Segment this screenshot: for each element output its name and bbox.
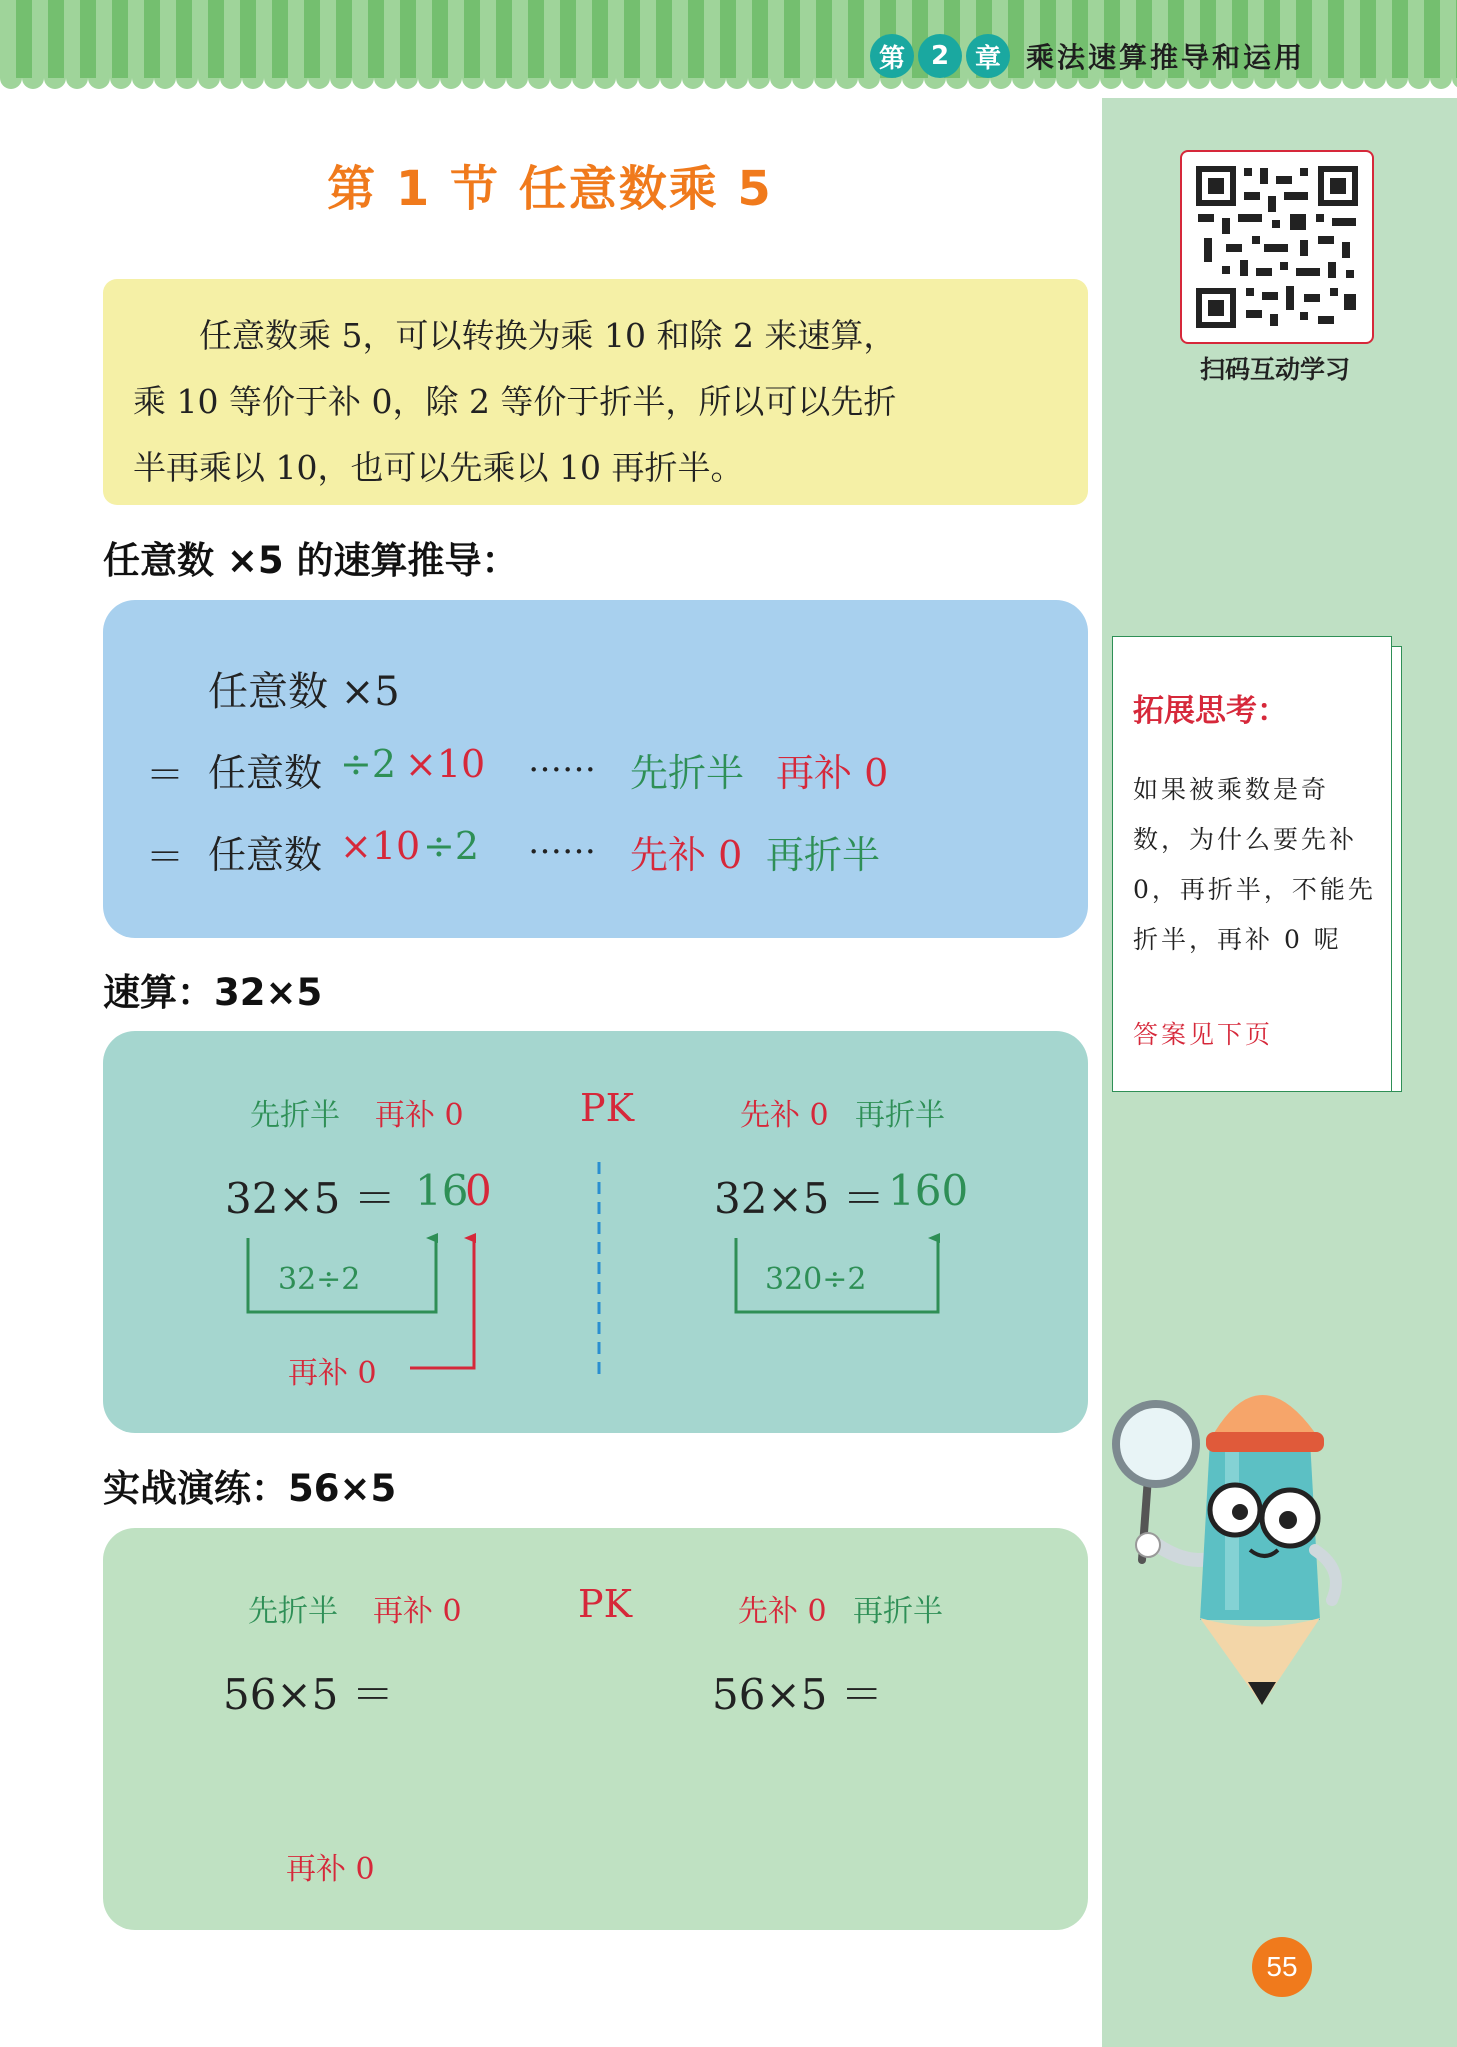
derivation-op: ÷2 bbox=[423, 824, 480, 868]
method-label: 先折半 bbox=[248, 1594, 338, 1629]
append-zero-label: 再补 0 bbox=[288, 1356, 377, 1391]
think-title: 拓展思考： bbox=[1133, 693, 1288, 729]
method-label: 再补 0 bbox=[373, 1594, 462, 1629]
qr-code[interactable] bbox=[1180, 150, 1374, 344]
think-panel bbox=[1112, 636, 1402, 1096]
derivation-op: ×10 bbox=[405, 742, 486, 786]
page-number: 55 bbox=[1252, 1937, 1312, 1997]
method-label: 先折半 bbox=[250, 1098, 340, 1133]
example-result-zero: 0 bbox=[465, 1166, 492, 1215]
chapter-number: 2 bbox=[918, 34, 962, 78]
practice-expression: 56×5 ＝ bbox=[712, 1670, 883, 1719]
pencil-mascot-illustration bbox=[1110, 1370, 1360, 1720]
derivation-op: ×10 bbox=[340, 824, 421, 868]
derivation-note: 先补 0 bbox=[630, 833, 743, 877]
method-label: 再补 0 bbox=[375, 1098, 464, 1133]
derivation-note: 再折半 bbox=[766, 833, 881, 877]
example-expression: 32×5 ＝ bbox=[714, 1174, 885, 1223]
panel-front-sheet bbox=[1112, 636, 1392, 1092]
eq-sign: ＝ bbox=[146, 753, 185, 797]
derivation-row0: 任意数 ×5 bbox=[208, 669, 400, 715]
derivation-note: 先折半 bbox=[630, 751, 745, 795]
chapter-title: 乘法速算推导和运用 bbox=[1026, 41, 1306, 74]
chapter-suffix: 章 bbox=[966, 34, 1010, 78]
dots: …… bbox=[528, 740, 596, 780]
section-title: 第 1 节 任意数乘 5 bbox=[327, 161, 773, 217]
answer-note: 答案见下页 bbox=[1133, 1020, 1274, 1049]
method-label: 再折半 bbox=[853, 1594, 943, 1629]
example-result: 16 bbox=[415, 1166, 469, 1215]
practice-heading: 实战演练：56×5 bbox=[103, 1467, 397, 1510]
pk-label: PK bbox=[580, 1086, 634, 1130]
eq-sign: ＝ bbox=[146, 835, 185, 879]
method-label: 先补 0 bbox=[738, 1594, 827, 1629]
method-label: 再折半 bbox=[855, 1098, 945, 1133]
step-op: 320÷2 bbox=[765, 1262, 867, 1297]
derivation-note: 再补 0 bbox=[776, 751, 889, 795]
intro-line: 半再乘以 10，也可以先乘以 10 再折半。 bbox=[133, 448, 744, 487]
think-body: 如果被乘数是奇数，为什么要先补 0，再折半，不能先折半，再补 0 呢 bbox=[1133, 775, 1376, 954]
intro-line: 任意数乘 5，可以转换为乘 10 和除 2 来速算， bbox=[199, 316, 897, 355]
derivation-op: ÷2 bbox=[340, 742, 397, 786]
pk-label: PK bbox=[578, 1582, 632, 1626]
append-zero-label: 再补 0 bbox=[286, 1852, 375, 1887]
chapter-prefix: 第 bbox=[870, 34, 914, 78]
example-result: 160 bbox=[888, 1166, 969, 1215]
dots: …… bbox=[528, 822, 596, 862]
derivation-heading: 任意数 ×5 的速算推导： bbox=[103, 539, 519, 582]
derivation-base: 任意数 bbox=[208, 751, 323, 795]
example-heading: 速算：32×5 bbox=[103, 971, 323, 1014]
step-op: 32÷2 bbox=[278, 1262, 361, 1297]
derivation-base: 任意数 bbox=[208, 833, 323, 877]
example-expression: 32×5 ＝ bbox=[225, 1174, 396, 1223]
qr-label: 扫码互动学习 bbox=[1199, 355, 1350, 384]
method-label: 先补 0 bbox=[740, 1098, 829, 1133]
practice-expression: 56×5 ＝ bbox=[223, 1670, 394, 1719]
intro-line: 乘 10 等价于补 0，除 2 等价于折半，所以可以先折 bbox=[133, 382, 897, 421]
